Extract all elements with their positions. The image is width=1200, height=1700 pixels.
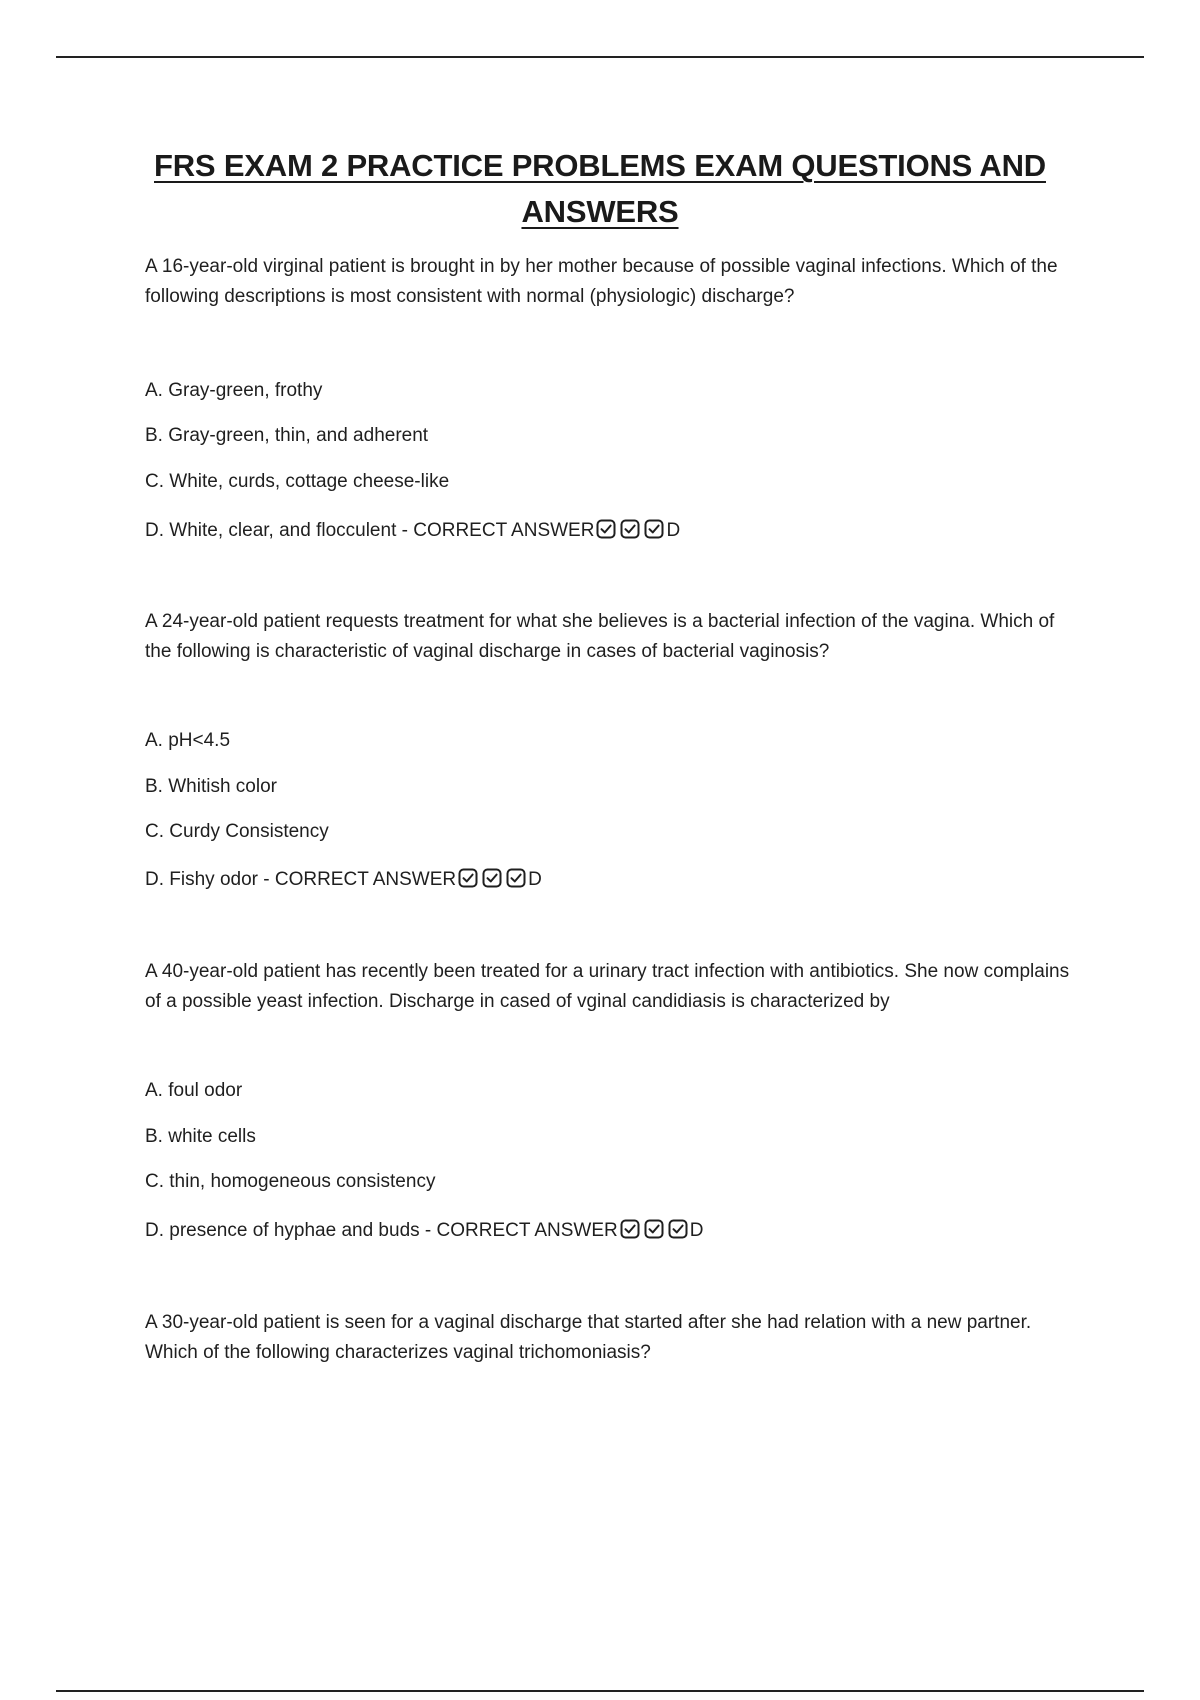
question-3-option-c: C. thin, homogeneous consistency	[145, 1171, 436, 1192]
checkbox-checked-icon	[596, 519, 616, 539]
top-rule	[56, 56, 1144, 58]
document-title: FRS EXAM 2 PRACTICE PROBLEMS EXAM QUESTIONS AND ANSWERS	[154, 148, 1046, 229]
question-1-option-a: A. Gray-green, frothy	[145, 380, 323, 401]
checkbox-checked-icon	[620, 519, 640, 539]
question-4-stem: A 30-year-old patient is seen for a vaginal discharge that started after she had relation with a new partner. Which of the following characterizes vaginal trichomoniasis?	[145, 1312, 1032, 1363]
question-1-option-d-row	[145, 518, 680, 544]
question-3-stem: A 40-year-old patient has recently been treated for a urinary tract infection with antibiotics. She now complains of a possible yeast infection. Discharge in cased of vginal candidiasis is characterized by	[145, 961, 1070, 1012]
question-2-option-c: C. Curdy Consistency	[145, 821, 329, 842]
answer-marks	[596, 519, 664, 539]
question-3-option-d-row	[145, 1218, 703, 1244]
checkbox-checked-icon	[506, 868, 526, 888]
question-2-option-d: D. Fishy odor - CORRECT ANSWER	[145, 869, 457, 890]
question-2-option-d-row	[145, 867, 542, 893]
question-3-option-d: D. presence of hyphae and buds - CORRECT ANSWER	[145, 1220, 618, 1241]
question-2-option-a: A. pH<4.5	[145, 730, 231, 751]
question-1-answer-letter: D	[666, 520, 681, 541]
question-3-option-b: B. white cells	[145, 1126, 256, 1147]
question-2-stem: A 24-year-old patient requests treatment for what she believes is a bacterial infection of the vagina. Which of the following is characteristic of vaginal discharge in cases of bacterial vaginosis?	[145, 611, 1055, 662]
question-1-stem: A 16-year-old virginal patient is brought in by her mother because of possible vaginal infections. Which of the following descriptions is most consistent with normal (physiologic) discharge?	[145, 256, 1058, 307]
answer-marks	[620, 1219, 688, 1239]
question-1-option-b: B. Gray-green, thin, and adherent	[145, 425, 429, 446]
checkbox-checked-icon	[668, 1219, 688, 1239]
checkbox-checked-icon	[644, 1219, 664, 1239]
checkbox-checked-icon	[458, 868, 478, 888]
answer-marks	[458, 868, 526, 888]
bottom-rule	[56, 1690, 1144, 1692]
question-2-answer-letter: D	[528, 869, 542, 890]
question-3-option-a: A. foul odor	[145, 1080, 243, 1101]
question-1-option-c: C. White, curds, cottage cheese-like	[145, 471, 450, 492]
checkbox-checked-icon	[620, 1219, 640, 1239]
question-3-answer-letter: D	[689, 1220, 704, 1241]
checkbox-checked-icon	[644, 519, 664, 539]
checkbox-checked-icon	[482, 868, 502, 888]
question-2-option-b: B. Whitish color	[145, 776, 277, 797]
question-1-option-d: D. White, clear, and flocculent - CORRECT ANSWER	[145, 520, 595, 541]
